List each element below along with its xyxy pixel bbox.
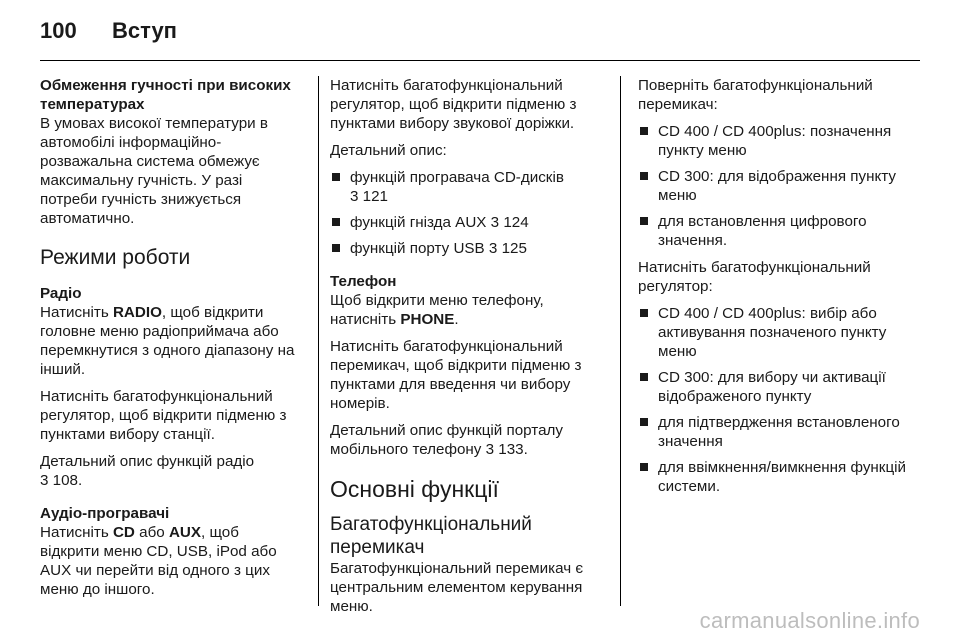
column-3 (638, 76, 920, 504)
phone-key: PHONE (400, 311, 455, 328)
volume-limit-heading: Обмеження гучності при високих температурах (40, 77, 291, 113)
turn-knob-label: Поверніть багатофункціональний перемикач: (638, 77, 873, 113)
list-item: функцій порту USB 3 125 (330, 239, 608, 258)
watermark: carmanualsonline.info (699, 608, 920, 633)
list-item: CD 300: для вибору чи активації відображеного пункту (638, 368, 920, 406)
multifunction-text: Багатофункціональний перемикач є центральним елементом керування меню. (330, 560, 584, 615)
aux-key: AUX (168, 524, 202, 541)
track-paragraph: Натисніть багатофункціональний регулятор, щоб відкрити підменю з пунктами вибору звукової доріжки. (330, 77, 577, 132)
phone-heading: Телефон (330, 273, 397, 290)
column-2 (330, 76, 608, 624)
header-rule (40, 60, 920, 61)
cd-key: CD (112, 524, 135, 541)
page-ref[interactable]: 3 124 (490, 214, 529, 231)
page-ref[interactable]: 3 133. (485, 441, 528, 458)
radio-paragraph-2: Натисніть багатофункціональний регулятор, щоб відкрити підменю з пунктами вибору станції. (40, 388, 287, 443)
list-item: CD 400 / CD 400plus: позначення пункту меню (638, 122, 920, 160)
radio-paragraph-1: Натисніть RADIO, щоб відкрити головне меню радіоприймача або перемкнутися з одного діапазону на інший. (40, 304, 295, 378)
phone-paragraph-3: Детальний опис функцій порталу мобільного телефону 3 133. (330, 422, 563, 458)
section-title: Вступ (112, 18, 177, 43)
page-number: 100 (40, 18, 77, 43)
details-list (330, 168, 608, 258)
column-divider-2 (620, 76, 621, 606)
list-item: функцій гнізда AUX 3 124 (330, 213, 608, 232)
page-ref[interactable]: 3 125 (488, 240, 527, 257)
column-1 (40, 76, 302, 607)
press-knob-label: Натисніть багатофункціональний регулятор: (638, 259, 871, 295)
details-label: Детальний опис: (330, 142, 447, 159)
list-item: CD 300: для відображення пункту меню (638, 167, 920, 205)
press-knob-list (638, 304, 920, 496)
list-item: CD 400 / CD 400plus: вибір або активування позначеного пункту меню (638, 304, 920, 361)
audio-paragraph: Натисніть CD або AUX, щоб відкрити меню CD, USB, iPod або AUX чи перейти від одного з цих меню до іншого. (40, 524, 277, 598)
column-divider-1 (318, 76, 319, 606)
radio-key: RADIO (112, 304, 162, 321)
audio-heading: Аудіо-програвачі (40, 505, 170, 522)
list-item: для підтвердження встановленого значення (638, 413, 920, 451)
list-item: для ввімкнення/вимкнення функцій системи. (638, 458, 920, 496)
page-header (40, 18, 177, 48)
list-item: функцій програвача CD-дисків 3 121 (330, 168, 608, 206)
phone-paragraph-2: Натисніть багатофункціональний перемикач, щоб відкрити підменю з пунктами для введення чи вибору номерів. (330, 338, 582, 412)
radio-paragraph-3: Детальний опис функцій радіо 3 108. (40, 453, 255, 489)
multifunction-heading: Багатофункціональний перемикач (330, 514, 532, 558)
phone-paragraph-1: Щоб відкрити меню телефону, натисніть PHONE. (330, 292, 544, 328)
page-ref[interactable]: 3 108. (40, 472, 83, 489)
list-item: для встановлення цифрового значення. (638, 212, 920, 250)
modes-heading: Режими роботи (40, 246, 191, 269)
radio-heading: Радіо (40, 285, 82, 302)
basic-functions-heading: Основні функції (330, 476, 499, 502)
volume-limit-text: В умовах високої температури в автомобілі інформаційно-розважальна система обмежує максимальну гучність. У разі потреби гучність знижується автоматично. (40, 115, 268, 227)
turn-knob-list (638, 122, 920, 250)
page-ref[interactable]: 3 121 (350, 188, 389, 205)
